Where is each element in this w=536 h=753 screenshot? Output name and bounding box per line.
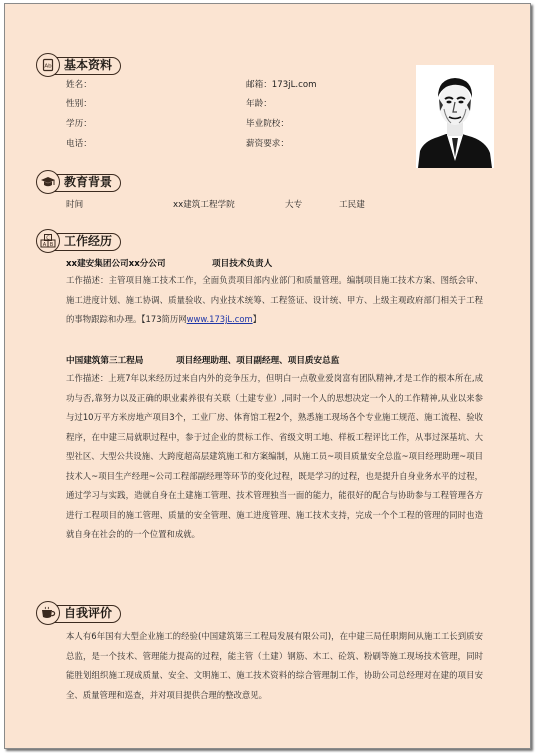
- education-time: 时间: [66, 200, 84, 210]
- abc-blocks-icon: [36, 229, 60, 253]
- self-evaluation-text: 本人有6年国有大型企业施工的经验(中国建筑第三工程局发展有限公司)，在中建三局任职期间从施工工长到质安总监，是一个技术、管理能力提高的过程，能主管（土建）钢筋、木工、砼筑、粉刷等施工现场技术管理，同时能胜划组织施工现成质量、安全、文明施工、施工技术资料的综合管理制工作，协助公司总经理对在建的项目安全、质量管理和巡查，并对项目提供合理的整改意见。: [66, 631, 483, 700]
- graduation-cap-icon: [36, 170, 60, 194]
- education-label: 学历：: [66, 119, 92, 129]
- job2-description: 工作描述：上班7年以来经历过来自内外的竞争压力，但明白一点敬业爱岗富有团队精神,才是工作的根本所在,成功与否,靠努力以及正确的职业素养很有关联（土建专业）,同时一个人的思想决定一个人的工作精神,从业以来参与过10万平方米房地产项目3个，工业厂房、体育馆工程2个，熟悉施工现场各个专业施工规范、施工流程、验收程序，在中建三局就职过程中，参于过企业的贯标工作、省级文明工地、样板工程评比工作，从事过深基坑、大型社区、大型公共设施、大跨度超高层建筑施工和方案编制，从施工员~项目质量安全总监~项目经理助理~项目技术人~项目生产经理~公司工程部副经理等环节的变化过程，既是学习的过程，也是提升自身业务水平的过程，通过学习与实践，造就自身在土建施工管理、技术管理独当一面的能力，能很好的配合与协助参与工程管理各方进行工程项目的施工管理、质量的安全管理、施工进度管理、施工技术支持，完成一个个工程的管理的同时也造就自身在社会的的一个位置和成就。: [66, 373, 483, 539]
- portrait-photo: [416, 65, 494, 168]
- job2-company: 中国建筑第三工程局: [66, 356, 144, 366]
- section-self-title: 自我评价: [50, 605, 121, 623]
- education-degree: 大专: [285, 200, 303, 210]
- education-school: xx建筑工程学院: [173, 200, 235, 210]
- section-basic-title: 基本资料: [50, 57, 121, 75]
- school-label: 毕业院校：: [246, 119, 289, 129]
- email-label: 邮箱：173jL.com: [246, 80, 317, 90]
- education-major: 工民建: [339, 200, 365, 210]
- job1-description-end: 】: [252, 314, 262, 324]
- resume-page: [4, 3, 531, 749]
- age-label: 年龄：: [246, 99, 272, 109]
- coffee-cup-icon: [36, 601, 60, 625]
- job2-positions: 项目经理助理、项目副经理、项目质安总监: [176, 356, 340, 366]
- job1-company: xx建安集团公司xx分公司: [66, 259, 166, 269]
- section-work-title: 工作经历: [50, 233, 121, 251]
- job1-site-link[interactable]: www.173jL.com: [186, 314, 253, 324]
- notebook-icon: [36, 53, 60, 77]
- name-label: 姓名：: [66, 80, 92, 90]
- svg-text:Ab: Ab: [44, 63, 52, 70]
- svg-text:A: A: [42, 241, 47, 248]
- job1-description-text: 工作描述：主管项目施工技术工作，全面负责项目部内业部门和质量管理。编制项目施工技术方案、图纸会审、施工进度计划、施工协调、质量验收、内业技术统筹、工程签证、设计统、甲方、上级主观政府部门相关于工程的事物跟踪和办理。【173简历网: [66, 275, 483, 324]
- job1-position: 项目技术负责人: [212, 259, 273, 269]
- phone-label: 电话：: [66, 139, 92, 149]
- job1-description: [66, 271, 483, 330]
- section-education-title: 教育背景: [50, 174, 121, 192]
- gender-label: 性别：: [66, 99, 92, 109]
- svg-text:B: B: [49, 241, 54, 248]
- svg-text:C: C: [46, 235, 50, 242]
- salary-label: 薪资要求：: [246, 139, 289, 149]
